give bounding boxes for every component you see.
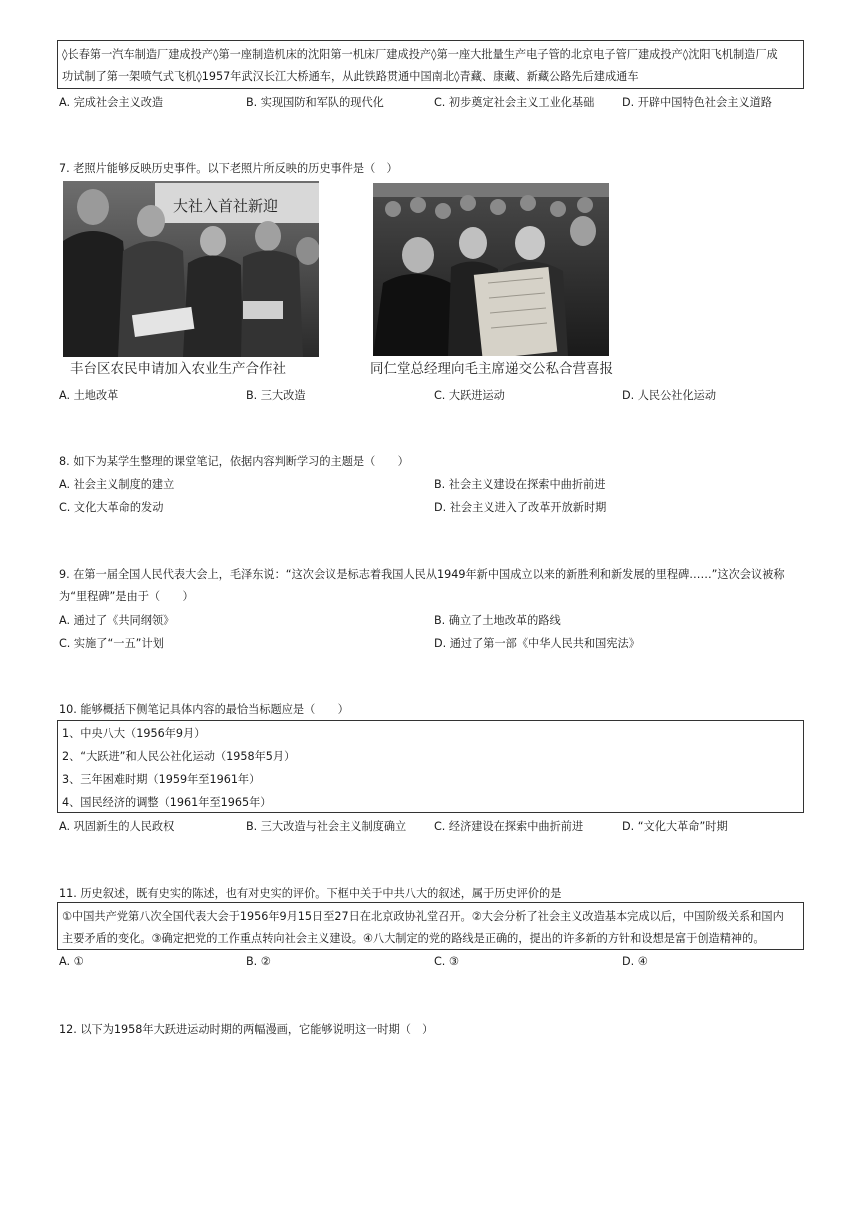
q7-option-a[interactable]: A. 土地改革 [59, 389, 119, 402]
q11-stem: 11. 历史叙述，既有史实的陈述，也有对史实的评价。下框中关于中共八大的叙述，属于历史评价的是 [59, 887, 562, 900]
q6-box-line-2: 功试制了第一架喷气式飞机◊1957年武汉长江大桥通车，从此铁路贯通中国南北◊青藏、康藏、新藏公路先后建成通车 [62, 70, 639, 83]
q9-option-a[interactable]: A. 通过了《共同纲领》 [59, 614, 175, 627]
q6-box-line-1: ◊长春第一汽车制造厂建成投产◊第一座制造机床的沈阳第一机床厂建成投产◊第一座大批量生产电子管的北京电子管厂建成投产◊沈阳飞机制造厂成 [62, 48, 778, 61]
q11-option-a[interactable]: A. ① [59, 955, 84, 968]
q7-photo-farmers [63, 181, 319, 357]
q10-note-2: 2、“大跃进”和人民公社化运动（1958年5月） [62, 750, 296, 763]
q9-option-b[interactable]: B. 确立了土地改革的路线 [434, 614, 561, 627]
q7-photo2-caption: 同仁堂总经理向毛主席递交公私合营喜报 [370, 361, 613, 377]
q7-option-c[interactable]: C. 大跃进运动 [434, 389, 505, 402]
q7-photo1-banner-text: 大社入首社新迎 [173, 197, 279, 215]
q8-option-a[interactable]: A. 社会主义制度的建立 [59, 478, 175, 491]
q6-option-b[interactable]: B. 实现国防和军队的现代化 [246, 96, 384, 109]
q7-photo-tongrentang [373, 183, 609, 356]
q8-option-b[interactable]: B. 社会主义建设在探索中曲折前进 [434, 478, 606, 491]
q9-stem-line-1: 9. 在第一届全国人民代表大会上，毛泽东说：“这次会议是标志着我国人民从1949年新中国成立以来的新胜利和新发展的里程碑……”这次会议被称 [59, 568, 785, 581]
q12-stem: 12. 以下为1958年大跃进运动时期的两幅漫画，它能够说明这一时期（ ） [59, 1023, 434, 1036]
q10-option-c[interactable]: C. 经济建设在探索中曲折前进 [434, 820, 584, 833]
q8-option-c[interactable]: C. 文化大革命的发动 [59, 501, 164, 514]
q10-note-1: 1、中央八大（1956年9月） [62, 727, 206, 740]
q7-stem: 7. 老照片能够反映历史事件。以下老照片所反映的历史事件是（ ） [59, 162, 398, 175]
q9-option-c[interactable]: C. 实施了“一五”计划 [59, 637, 164, 650]
q9-stem-line-2: 为“里程碑”是由于（ ） [59, 590, 194, 603]
q6-option-c[interactable]: C. 初步奠定社会主义工业化基础 [434, 96, 595, 109]
q10-option-d[interactable]: D. “文化大革命”时期 [622, 820, 728, 833]
q6-material-box [57, 40, 804, 89]
q8-stem: 8. 如下为某学生整理的课堂笔记，依据内容判断学习的主题是（ ） [59, 455, 409, 468]
q10-option-a[interactable]: A. 巩固新生的人民政权 [59, 820, 175, 833]
q11-option-b[interactable]: B. ② [246, 955, 271, 968]
q11-box-line-1: ①中国共产党第八次全国代表大会于1956年9月15日至27日在北京政协礼堂召开。②大会分析了社会主义改造基本完成以后，中国阶级关系和国内 [62, 910, 784, 923]
q10-notes-box [57, 720, 804, 813]
q9-option-d[interactable]: D. 通过了第一部《中华人民共和国宪法》 [434, 637, 640, 650]
q6-option-a[interactable]: A. 完成社会主义改造 [59, 96, 164, 109]
q10-note-4: 4、国民经济的调整（1961年至1965年） [62, 796, 272, 809]
q11-box-line-2: 主要矛盾的变化。③确定把党的工作重点转向社会主义建设。④八大制定的党的路线是正确的，提出的许多新的方针和设想是富于创造精神的。 [62, 932, 765, 945]
q11-statement-box [57, 902, 804, 950]
q10-option-b[interactable]: B. 三大改造与社会主义制度确立 [246, 820, 407, 833]
q10-note-3: 3、三年困难时期（1959年至1961年） [62, 773, 261, 786]
q6-option-d[interactable]: D. 开辟中国特色社会主义道路 [622, 96, 772, 109]
q11-option-d[interactable]: D. ④ [622, 955, 648, 968]
q10-stem: 10. 能够概括下侧笔记具体内容的最恰当标题应是（ ） [59, 703, 349, 716]
q8-option-d[interactable]: D. 社会主义进入了改革开放新时期 [434, 501, 607, 514]
q11-option-c[interactable]: C. ③ [434, 955, 459, 968]
q7-option-d[interactable]: D. 人民公社化运动 [622, 389, 717, 402]
q7-option-b[interactable]: B. 三大改造 [246, 389, 306, 402]
q7-photo1-caption: 丰台区农民申请加入农业生产合作社 [70, 361, 286, 377]
